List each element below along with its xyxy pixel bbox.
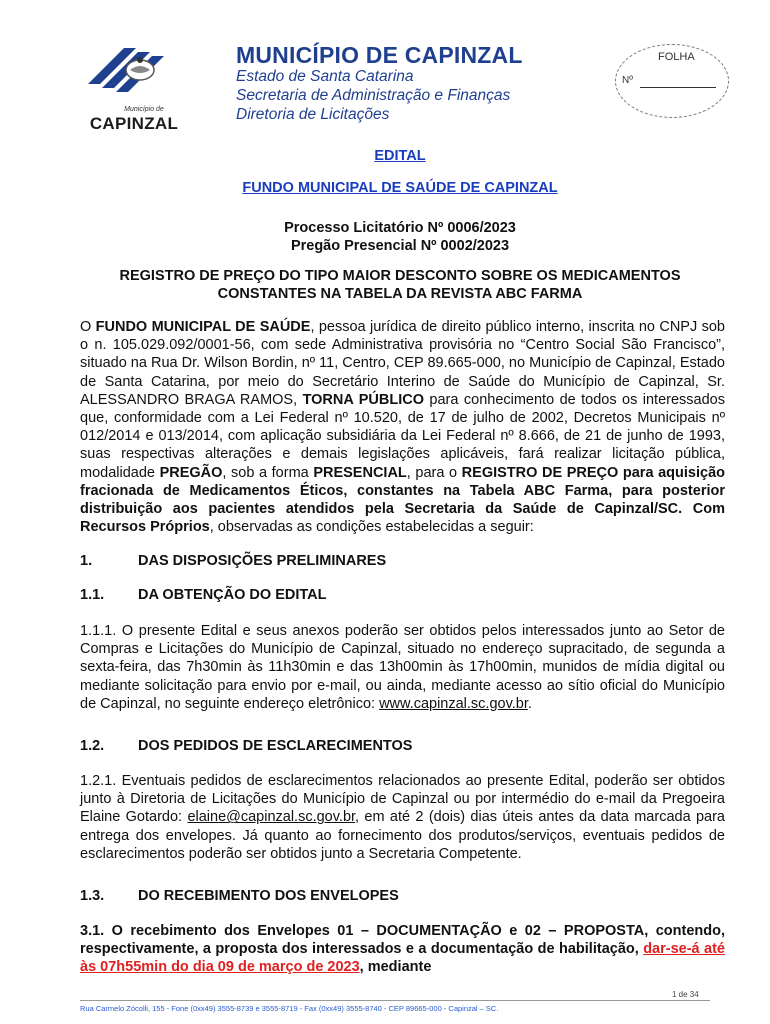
section-title: DO RECEBIMENTO DOS ENVELOPES — [138, 888, 399, 904]
paragraph-1-2-1 — [80, 772, 725, 863]
processo-number: Processo Licitatório Nº 0006/2023 — [284, 220, 516, 236]
folha-label: FOLHA — [658, 51, 695, 63]
section-1-2-heading — [80, 738, 412, 754]
section-number: 1.3. — [80, 888, 105, 904]
paragraph-text: 1.1.1. O presente Edital e seus anexos poderão ser obtidos pelos interessados junto ao Setor de Compras e Licitações do Município de Capinzal, situado no endereço supracitado, de segunda a sexta-feira, das 7h30min às 11h30min e das 13h00min às 17h00min, munidos de mídia digital ou mediante solicitação para envio por e-mail, ou ainda, mediante acesso ao sítio oficial do Município de Capinzal, no seguinte endereço eletrônico: — [80, 623, 725, 712]
edital-title: EDITAL — [374, 148, 426, 164]
paragraph-1-1-1 — [80, 622, 725, 713]
fundo-title: FUNDO MUNICIPAL DE SAÚDE DE CAPINZAL — [242, 180, 558, 196]
intro-bold-presencial: PRESENCIAL — [313, 464, 407, 481]
logo-wordmark: CAPINZAL — [89, 114, 179, 133]
logo-caption: Município de — [124, 106, 164, 113]
folha-number-label: Nº — [622, 75, 633, 86]
registro-line-1: REGISTRO DE PREÇO DO TIPO MAIOR DESCONTO SOBRE OS MEDICAMENTOS — [119, 268, 681, 284]
pregao-number: Pregão Presencial Nº 0002/2023 — [290, 238, 510, 254]
intro-bold-fundo: FUNDO MUNICIPAL DE SAÚDE — [95, 319, 311, 335]
intro-text: para conhecimento de todos os interessados que, conformidade com a Lei Federal nº 10.520, de 17 de julho de 2002, Decretos Municipais nº 012/2014 e 013/2014, com aplicação subsidiária da Lei Federal nº 8.666, de 21 de junho de 1993, suas respectivas alterações e demais legislações aplicáveis, fará realizar licitação pública, modalidade — [80, 391, 725, 481]
intro-bold-pregao: PREGÃO — [159, 464, 223, 481]
intro-text: , sob a forma — [222, 464, 314, 481]
coat-of-arms-icon — [84, 34, 184, 114]
section-title: DOS PEDIDOS DE ESCLARECIMENTOS — [138, 738, 413, 754]
section-title: DA OBTENÇÃO DO EDITAL — [138, 587, 327, 603]
section-title: DAS DISPOSIÇÕES PRELIMINARES — [138, 553, 387, 569]
intro-text: , pessoa jurídica de direito público interno, inscrita no CNPJ sob o n. 105.029.092/0001-56, com sede Administrativa provisória no “Centro Social São Francisco”, situado na Rua Dr. Wilson Bordin, nº 11, Centro, CEP 89.665-000, no Município de Capinzal, Estado de Santa Catarina, por meio do Secretário Interino de Saúde do Município de Capinzal, Sr. ALESSANDRO BRAGA RAMOS, — [80, 319, 725, 408]
directorate-line: Diretoria de Licitações — [236, 106, 390, 123]
municipality-logo — [84, 34, 184, 146]
section-1-1-heading — [80, 587, 327, 603]
paragraph-text: . — [527, 695, 532, 712]
page-number: 1 de 34 — [672, 990, 699, 999]
folha-stamp — [615, 44, 729, 118]
paragraph-text: 3.1. O recebimento dos Envelopes 01 – DOCUMENTAÇÃO e 02 – PROPOSTA, contendo, respectivamente, a proposta dos interessados e a documentação de habilitação, — [80, 923, 725, 958]
state-line: Estado de Santa Catarina — [236, 68, 414, 85]
intro-paragraph — [80, 318, 725, 536]
website-link[interactable]: www.capinzal.sc.gov.br — [379, 695, 528, 712]
municipality-title: MUNICÍPIO DE CAPINZAL — [236, 42, 523, 68]
letterhead — [60, 22, 740, 133]
section-1-3-heading — [80, 888, 399, 904]
section-number: 1.1. — [80, 587, 105, 603]
intro-bold-objeto: REGISTRO DE PREÇO para aquisição fracionada de Medicamentos Éticos, constantes na Tabela ABC Farma, para posterior distribuição aos pacientes atendidos pela Secretaria da Saúde de Capinzal/SC. Com Recursos Próprios — [80, 464, 725, 536]
intro-text: , para o — [406, 464, 462, 481]
paragraph-text: , mediante — [359, 959, 432, 976]
footer-address: Rua Carmelo Zócolli, 155 - Fone (0xx49) 3555-8739 e 3555-8719 - Fax (0xx49) 3555-8740 - CEP 89665-000 - Capinzal – SC. — [80, 1004, 499, 1013]
footer-divider — [80, 1000, 710, 1001]
intro-text: O — [80, 319, 96, 335]
intro-text: , observadas as condições estabelecidas a seguir: — [209, 519, 534, 536]
paragraph-text: , em até 2 (dois) dias úteis antes da data marcada para entrega dos envelopes. Já quanto ao fornecimento dos produtos/serviços, eventuais pedidos de esclarecimentos poderão ser obtidos junto a Secretaria Competente. — [80, 809, 725, 862]
section-1-heading — [80, 553, 386, 569]
secretariat-line: Secretaria de Administração e Finanças — [236, 87, 511, 104]
intro-bold-torna-publico: TORNA PÚBLICO — [302, 391, 424, 408]
section-number: 1. — [80, 553, 93, 569]
folha-number-line — [640, 87, 716, 88]
email-link[interactable]: elaine@capinzal.sc.gov.br — [187, 809, 356, 826]
deadline-text: dar-se-á até às 07h55min do dia 09 de março de 2023 — [80, 941, 725, 976]
registro-line-2: CONSTANTES NA TABELA DA REVISTA ABC FARMA — [217, 286, 583, 302]
paragraph-text: 1.2.1. Eventuais pedidos de esclarecimentos relacionados ao presente Edital, poderão ser obtidos junto à Diretoria de Licitações do Município de Capinzal ou por intermédio do e-mail da Pregoeira Elaine Gotardo: — [80, 773, 725, 826]
section-number: 1.2. — [80, 738, 105, 754]
paragraph-3-1 — [80, 922, 725, 977]
